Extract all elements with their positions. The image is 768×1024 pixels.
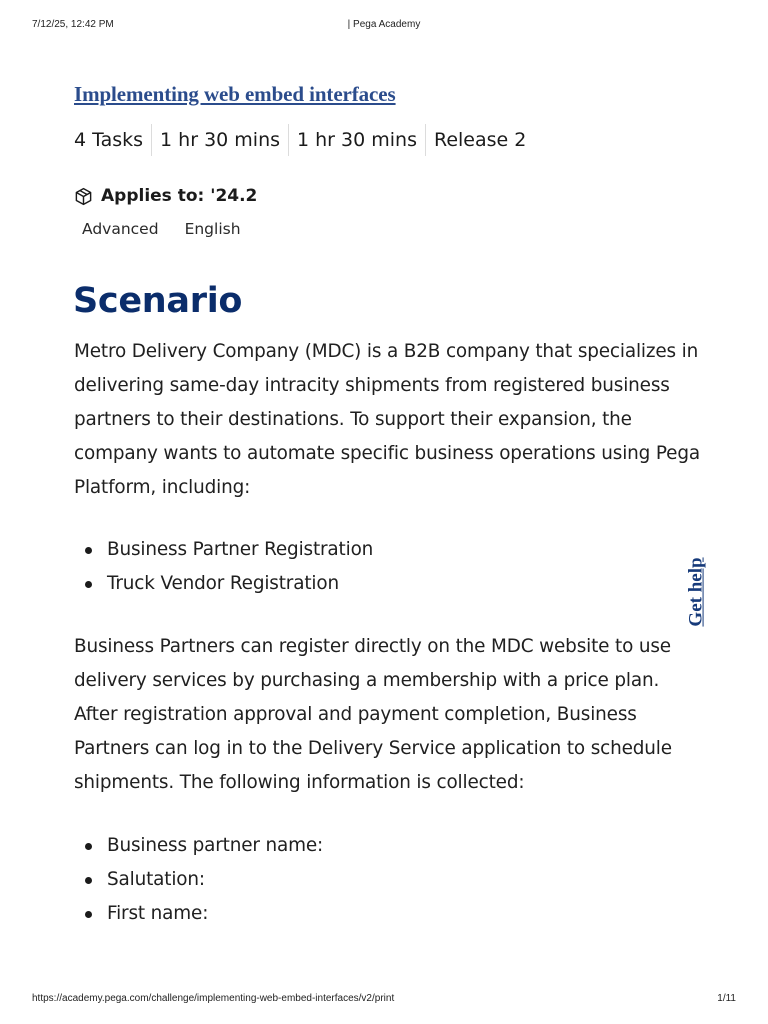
partners-paragraph: Business Partners can register directly on the MDC website to use delivery services by purchasing a membership with a price plan. After registration approval and payment completion, Business Partners can log in to the Delivery Service application to schedule shipments. The following information is collected: xyxy=(74,636,672,793)
scenario-heading: Scenario xyxy=(73,281,243,321)
print-page-title: | Pega Academy xyxy=(347,19,421,30)
meta-duration: 1 hr 30 mins xyxy=(151,124,288,156)
collected-fields-list xyxy=(74,829,323,931)
list-item: First name: xyxy=(74,897,323,931)
list-item: Truck Vendor Registration xyxy=(74,567,373,601)
scenario-intro: Metro Delivery Company (MDC) is a B2B company that specializes in delivering same-day intracity shipments from registered business partners to their destinations. To support their expansion, the company wants to automate specific business operations using Pega Platform, including: xyxy=(74,341,700,498)
page-number: 1/11 xyxy=(717,993,736,1004)
tag-level: Advanced xyxy=(82,220,159,238)
challenge-meta xyxy=(74,124,534,156)
get-help-link[interactable] xyxy=(684,550,710,634)
get-help-label[interactable]: Get help xyxy=(686,557,708,627)
operations-list xyxy=(74,533,373,601)
list-item: Business partner name: xyxy=(74,829,323,863)
challenge-tags xyxy=(82,220,267,238)
challenge-title-link[interactable]: Implementing web embed interfaces xyxy=(74,82,396,106)
print-footer xyxy=(32,993,736,1007)
print-date: 7/12/25, 12:42 PM xyxy=(32,19,114,30)
print-url: https://academy.pega.com/challenge/implementing-web-embed-interfaces/v2/print xyxy=(32,993,395,1004)
print-header xyxy=(32,19,736,33)
applies-to-label: Applies to: '24.2 xyxy=(101,186,258,206)
meta-release: Release 2 xyxy=(425,124,534,156)
cube-icon xyxy=(74,187,93,206)
tag-language: English xyxy=(184,220,241,238)
meta-duration-alt: 1 hr 30 mins xyxy=(288,124,425,156)
list-item: Business Partner Registration xyxy=(74,533,373,567)
meta-tasks: 4 Tasks xyxy=(74,129,144,151)
applies-to xyxy=(74,186,257,206)
list-item: Salutation: xyxy=(74,863,323,897)
